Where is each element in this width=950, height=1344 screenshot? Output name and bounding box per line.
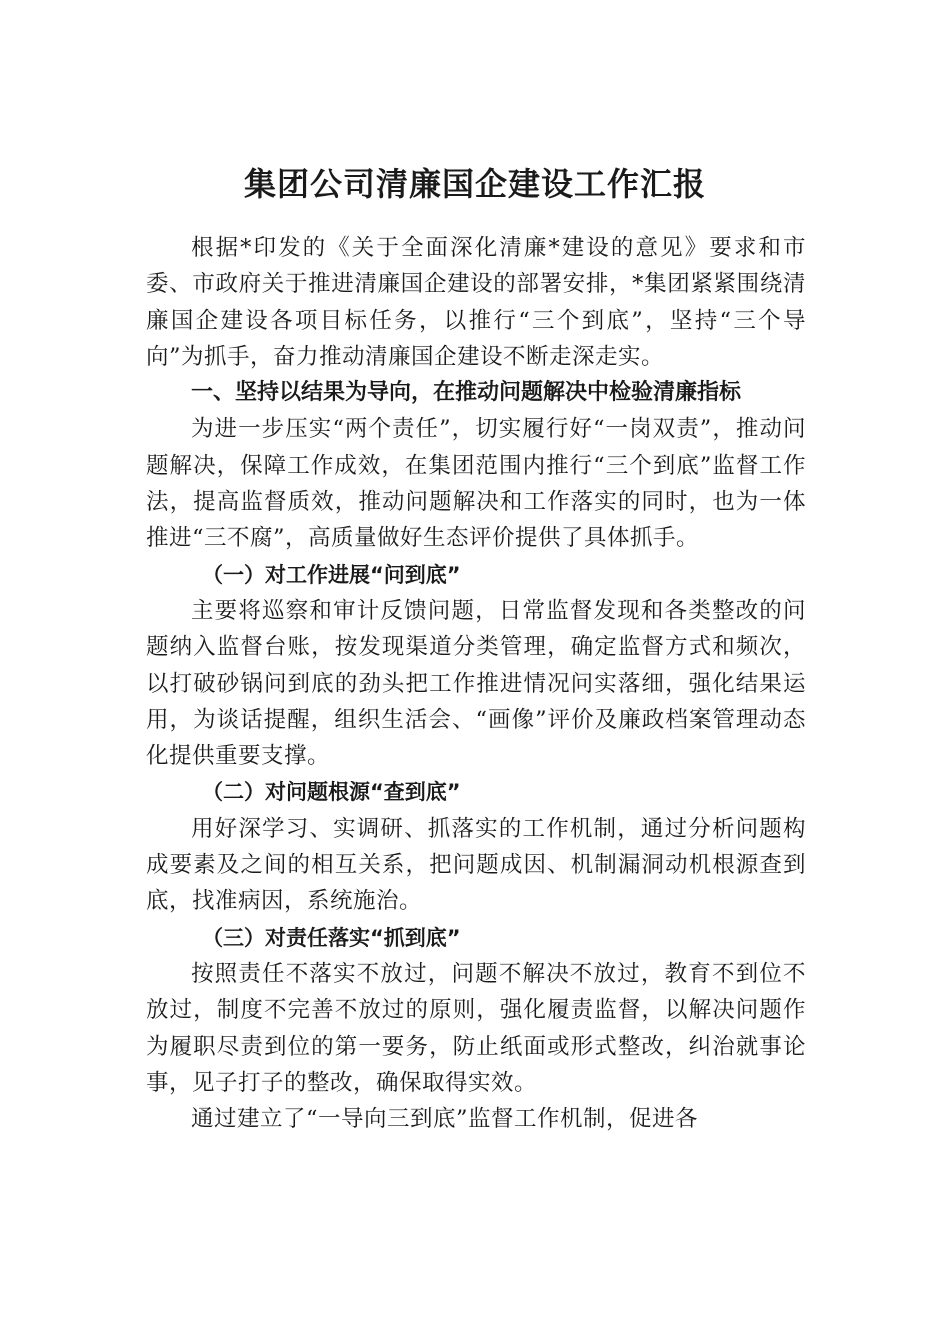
intro-paragraph: 根据*印发的《关于全面深化清廉*建设的意见》要求和市委、市政府关于推进清廉国企建设的部署安排，*集团紧紧围绕清廉国企建设各项目标任务，以推行“三个到底”，坚持“三个导向”为抓手，奋力推动清廉国企建设不断走深走实。 [146, 235, 806, 370]
document-body [146, 230, 806, 1137]
section-1-paragraph: 为进一步压实“两个责任”，切实履行好“一岗双责”，推动问题解决，保障工作成效，在集团范围内推行“三个到底”监督工作法，提高监督质效，推动问题解决和工作落实的同时，也为一体推进“三不腐”，高质量做好生态评价提供了具体抓手。 [146, 416, 806, 552]
section-1-heading: 一、坚持以结果为导向，在推动问题解决中检验清廉指标 [191, 380, 742, 406]
subsection-3-paragraph: 按照责任不落实不放过，问题不解决不放过，教育不到位不放过，制度不完善不放过的原则，强化履责监督，以解决问题作为履职尽责到位的第一要务，防止纸面或形式整改，纠治就事论事，见子打子的整改，确保取得实效。 [146, 960, 806, 1096]
subsection-2-paragraph: 用好深学习、实调研、抓落实的工作机制，通过分析问题构成要素及之间的相互关系，把问题成因、机制漏洞动机根源查到底，找准病因，系统施治。 [146, 815, 806, 915]
subsection-3-heading: （三）对责任落实“抓到底” [202, 925, 461, 950]
subsection-2-heading: （二）对问题根源“查到底” [202, 780, 461, 805]
document-title: 集团公司清廉国企建设工作汇报 [243, 165, 706, 203]
closing-paragraph: 通过建立了“一导向三到底”监督工作机制，促进各 [191, 1106, 699, 1133]
subsection-1-paragraph: 主要将巡察和审计反馈问题，日常监督发现和各类整改的问题纳入监督台账，按发现渠道分类管理，确定监督方式和频次，以打破砂锅问到底的劲头把工作推进情况问实落细，强化结果运用，为谈话提醒，组织生活会、“画像”评价及廉政档案管理动态化提供重要支撑。 [146, 597, 806, 770]
subsection-1-heading: （一）对工作进展“问到底” [202, 562, 461, 587]
